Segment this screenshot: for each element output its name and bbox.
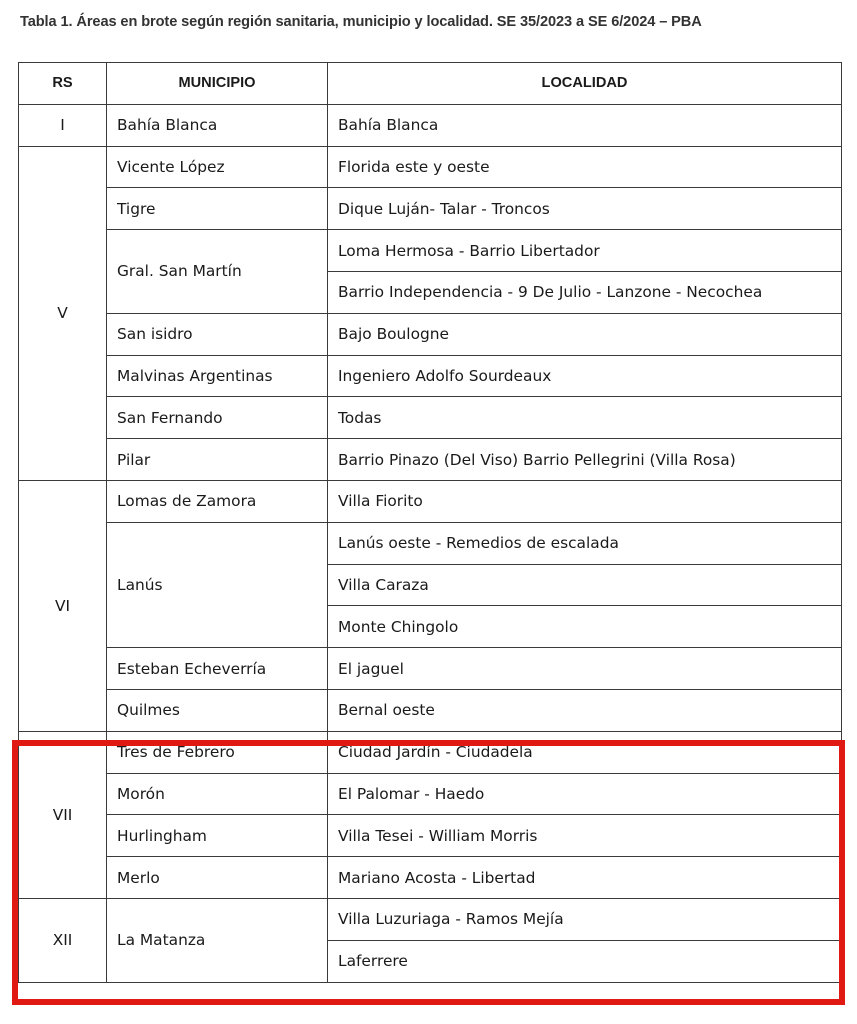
localidad-cell: Bahía Blanca — [328, 104, 842, 146]
localidad-cell: Villa Fiorito — [328, 480, 842, 522]
table-row — [19, 104, 842, 146]
municipio-cell: Malvinas Argentinas — [107, 355, 328, 397]
localidad-cell: Villa Caraza — [328, 564, 842, 606]
municipio-cell: Pilar — [107, 439, 328, 481]
table-row — [19, 731, 842, 773]
localidad-cell: Florida este y oeste — [328, 146, 842, 188]
municipio-cell: San Fernando — [107, 397, 328, 439]
localidad-cell: El jaguel — [328, 648, 842, 690]
table-row — [19, 188, 842, 230]
table-row — [19, 439, 842, 481]
municipio-cell: San isidro — [107, 313, 328, 355]
municipio-cell: Quilmes — [107, 689, 328, 731]
header-municipio: MUNICIPIO — [107, 63, 328, 105]
rs-cell: I — [19, 104, 107, 146]
table-body — [19, 104, 842, 982]
rs-cell: XII — [19, 898, 107, 982]
localidad-cell: Ingeniero Adolfo Sourdeaux — [328, 355, 842, 397]
localidad-cell: Barrio Pinazo (Del Viso) Barrio Pellegrini (Villa Rosa) — [328, 439, 842, 481]
localidad-cell: Villa Luzuriaga - Ramos Mejía — [328, 898, 842, 940]
table-header-row — [19, 63, 842, 105]
table-row — [19, 648, 842, 690]
municipio-cell: Bahía Blanca — [107, 104, 328, 146]
localidad-cell: Loma Hermosa - Barrio Libertador — [328, 230, 842, 272]
rs-cell: VI — [19, 480, 107, 731]
localidad-cell: Mariano Acosta - Libertad — [328, 857, 842, 899]
localidad-cell: Barrio Independencia - 9 De Julio - Lanzone - Necochea — [328, 271, 842, 313]
municipio-cell: Morón — [107, 773, 328, 815]
municipio-cell: Tres de Febrero — [107, 731, 328, 773]
table-row — [19, 689, 842, 731]
table-row — [19, 773, 842, 815]
table-row — [19, 146, 842, 188]
header-rs: RS — [19, 63, 107, 105]
localidad-cell: Dique Luján- Talar - Troncos — [328, 188, 842, 230]
table-row — [19, 898, 842, 940]
localidad-cell: Lanús oeste - Remedios de escalada — [328, 522, 842, 564]
table-row — [19, 815, 842, 857]
table-row — [19, 355, 842, 397]
outbreak-areas-table — [18, 62, 842, 983]
municipio-cell: Lomas de Zamora — [107, 480, 328, 522]
localidad-cell: Ciudad Jardín - Ciudadela — [328, 731, 842, 773]
table-caption: Tabla 1. Áreas en brote según región sanitaria, municipio y localidad. SE 35/2023 a SE 6/2024 – PBA — [20, 14, 702, 30]
rs-cell: VII — [19, 731, 107, 898]
municipio-cell: Gral. San Martín — [107, 230, 328, 314]
localidad-cell: Villa Tesei - William Morris — [328, 815, 842, 857]
localidad-cell: Bernal oeste — [328, 689, 842, 731]
table-row — [19, 397, 842, 439]
header-localidad: LOCALIDAD — [328, 63, 842, 105]
municipio-cell: Tigre — [107, 188, 328, 230]
municipio-cell: Esteban Echeverría — [107, 648, 328, 690]
localidad-cell: Todas — [328, 397, 842, 439]
municipio-cell: Vicente López — [107, 146, 328, 188]
table-row — [19, 857, 842, 899]
table-row — [19, 313, 842, 355]
table-row — [19, 522, 842, 564]
localidad-cell: Laferrere — [328, 940, 842, 982]
rs-cell: V — [19, 146, 107, 480]
municipio-cell: La Matanza — [107, 898, 328, 982]
table-row — [19, 480, 842, 522]
municipio-cell: Merlo — [107, 857, 328, 899]
localidad-cell: Monte Chingolo — [328, 606, 842, 648]
localidad-cell: El Palomar - Haedo — [328, 773, 842, 815]
table-row — [19, 230, 842, 272]
municipio-cell: Hurlingham — [107, 815, 328, 857]
municipio-cell: Lanús — [107, 522, 328, 647]
localidad-cell: Bajo Boulogne — [328, 313, 842, 355]
